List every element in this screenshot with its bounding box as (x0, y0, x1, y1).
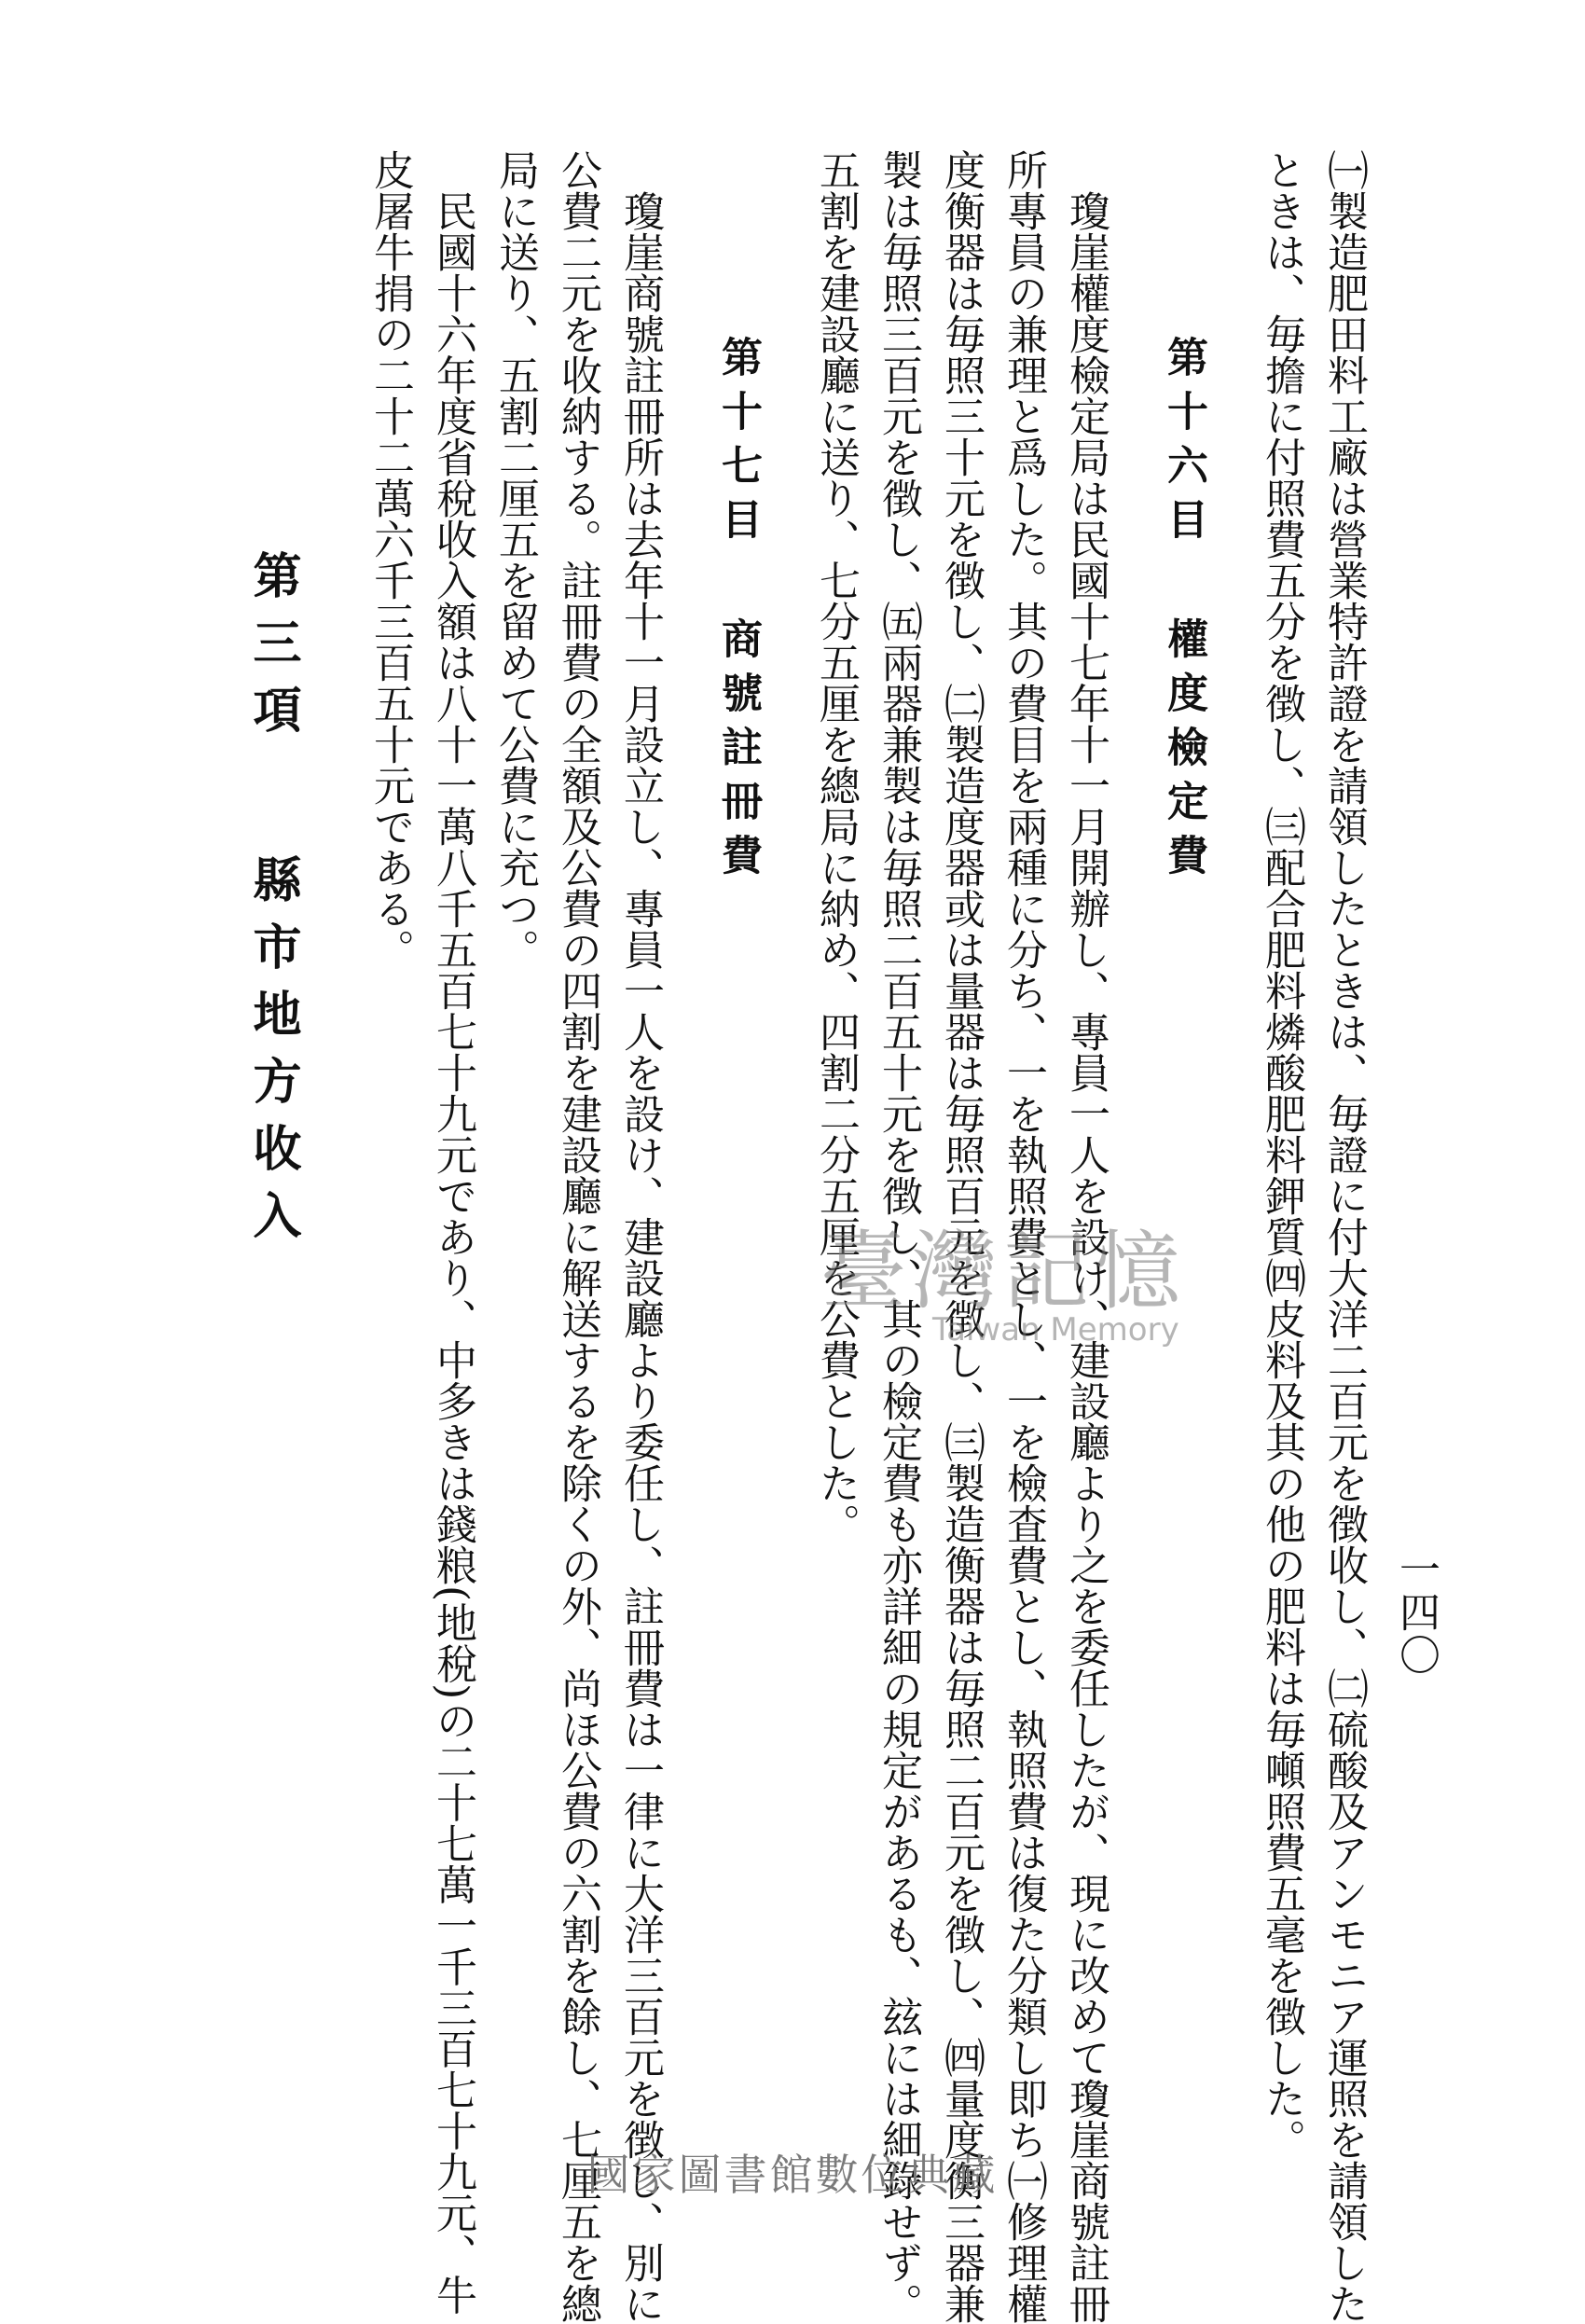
text-column: 所專員の兼理と爲した。其の費目を兩種に分ち、一を執照費とし、一を檢査費とし、執照費は復た分類し即ち㈠修理權 (999, 149, 1047, 2324)
text-column: 五割を建設廳に送り、七分五厘を總局に納め、四割二分五厘を公費とした。 (812, 149, 860, 1544)
heading-17-title: 商號註冊費 (714, 617, 762, 888)
text-column: 皮屠牛捐の二十二萬六千三百五十元である。 (366, 149, 414, 970)
text-column: ㈠製造肥田料工廠は營業特許證を請領したときは、毎證に付大洋二百元を徴收し、㈡硫酸及アンモニア運照を請領した (1320, 149, 1368, 2324)
text-column: 製は毎照三百元を徴し、㈤兩器兼製は毎照二百五十元を徴し、其の檢定費も亦詳細の規定があるも、玆には細錄せず。 (875, 149, 922, 2324)
page-number: 一四〇 (1392, 1548, 1440, 1677)
text-column: 瓊崖商號註冊所は去年十一月設立し、專員一人を設け、建設廳より委任し、註冊費は一律に大洋三百元を徴し、別に (616, 190, 664, 2324)
heading-16 (1152, 149, 1215, 2005)
text-column: ときは、毎擔に付照費五分を徴し、㈢配合肥料燐酸肥料鉀質㈣皮料及其の他の肥料は毎噸照費五毫を徴した。 (1258, 149, 1305, 2160)
text-column: 公費二元を收納する。註冊費の全額及公費の四割を建設廳に解送するを除くの外、尚ほ公費の六割を餘し、七厘五を總 (554, 149, 601, 2324)
heading-16-number: 第十六目 (1160, 336, 1207, 552)
watermark-cjk: 臺灣記憶 (820, 1222, 1187, 1321)
section-3-number: 第三項 (244, 550, 300, 752)
heading-16-title: 權度檢定費 (1160, 617, 1207, 888)
text-column: 度衡器は毎照三十元を徴し、㈡製造度器或は量器は毎照百元を徴し、㈢製造衡器は毎照二百元を徴し、㈣量度衡三器兼 (937, 149, 985, 2324)
text-column: 局に送り、五割二厘五を留めて公費に充つ。 (491, 149, 539, 970)
footer-archive-label: 國家圖書館數位典藏 (586, 2150, 999, 2200)
heading-17 (707, 149, 769, 2005)
section-3-title (241, 149, 303, 2005)
heading-17-number: 第十七目 (714, 336, 762, 552)
watermark-en: Taiwan Memory (932, 1311, 1179, 1349)
text-column: 瓊崖權度檢定局は民國十七年十一月開辦し、專員一人を設け、建設廳より之を委任したが、現に改めて瓊崖商號註冊 (1062, 190, 1110, 2324)
text-column: 民國十六年度省稅收入額は八十一萬八千五百七十九元であり、中多きは錢粮(地稅)の二十七萬一千三百七十九元、牛 (429, 190, 476, 2316)
section-3-name: 縣市地方收入 (244, 854, 300, 1257)
